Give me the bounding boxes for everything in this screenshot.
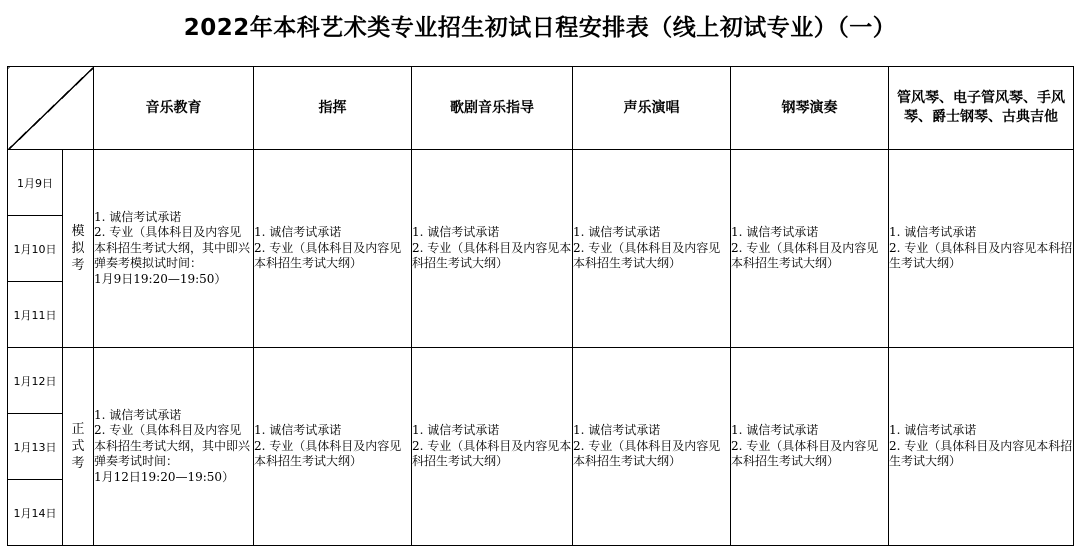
header-conducting: 指挥: [254, 67, 412, 150]
cell-conducting-formal: [254, 348, 412, 546]
content-line: 1. 诚信考试承诺: [573, 423, 661, 438]
content-line: 1. 诚信考试承诺: [731, 423, 819, 438]
table-row: [8, 150, 1074, 216]
phase-cell-formal: [63, 348, 94, 546]
content-line: 2. 专业（具体科目及内容见本科招生考试大纲）: [254, 240, 402, 271]
content-line: 1. 诚信考试承诺: [94, 209, 182, 224]
content-line: 2. 专业（具体科目及内容见本科招生考试大纲）: [731, 240, 879, 271]
phase-cell-mock: [63, 150, 94, 348]
cell-organ-etc-formal: [889, 348, 1074, 546]
content-line: 1. 诚信考试承诺: [254, 225, 342, 240]
content-line: 2. 专业（具体科目及内容见本科招生考试大纲）: [254, 438, 402, 469]
header-music-education: 音乐教育: [94, 67, 254, 150]
cell-piano-mock: [731, 150, 889, 348]
table-row: [8, 348, 1074, 414]
content-line: 2. 专业（具体科目及内容见本科招生考试大纲，其中即兴弹奏考试时间：: [94, 423, 251, 469]
header-vocal: 声乐演唱: [573, 67, 731, 150]
date-cell: 1月14日: [8, 480, 63, 546]
content-line: 2. 专业（具体科目及内容见本科招生考试大纲）: [573, 240, 721, 271]
header-piano: 钢琴演奏: [731, 67, 889, 150]
content-line: 1. 诚信考试承诺: [889, 423, 977, 438]
corner-cell: [8, 67, 94, 150]
page-title: 2022年本科艺术类专业招生初试日程安排表（线上初试专业）（一）: [183, 15, 897, 41]
content-line: 1月12日19:20—19:50）: [94, 469, 235, 484]
header-row: [8, 67, 1074, 150]
cell-vocal-mock: [573, 150, 731, 348]
content-line: 2. 专业（具体科目及内容见本科招生考试大纲）: [412, 240, 572, 271]
phase-label: 正式考: [71, 422, 85, 471]
date-cell: 1月10日: [8, 216, 63, 282]
content-line: 2. 专业（具体科目及内容见本科招生考试大纲）: [573, 438, 721, 469]
content-line: 1月9日19:20—19:50）: [94, 271, 227, 286]
header-opera-coaching: 歌剧音乐指导: [412, 67, 573, 150]
date-cell: 1月13日: [8, 414, 63, 480]
cell-music-education-mock: [94, 150, 254, 348]
cell-opera-coaching-mock: [412, 150, 573, 348]
content-line: 1. 诚信考试承诺: [412, 423, 500, 438]
cell-opera-coaching-formal: [412, 348, 573, 546]
content-line: 2. 专业（具体科目及内容见本科招生考试大纲）: [412, 438, 572, 469]
date-cell: 1月12日: [8, 348, 63, 414]
content-line: 1. 诚信考试承诺: [94, 407, 182, 422]
cell-conducting-mock: [254, 150, 412, 348]
content-line: 1. 诚信考试承诺: [731, 225, 819, 240]
header-organ-etc: 管风琴、电子管风琴、手风琴、爵士钢琴、古典吉他: [889, 67, 1074, 150]
content-line: 1. 诚信考试承诺: [889, 225, 977, 240]
date-cell: 1月9日: [8, 150, 63, 216]
content-line: 1. 诚信考试承诺: [254, 423, 342, 438]
cell-vocal-formal: [573, 348, 731, 546]
cell-music-education-formal: [94, 348, 254, 546]
content-line: 2. 专业（具体科目及内容见本科招生考试大纲）: [731, 438, 879, 469]
content-line: 1. 诚信考试承诺: [573, 225, 661, 240]
cell-organ-etc-mock: [889, 150, 1074, 348]
content-line: 2. 专业（具体科目及内容见本科招生考试大纲）: [889, 438, 1073, 469]
date-cell: 1月11日: [8, 282, 63, 348]
phase-label: 模拟考: [71, 224, 85, 273]
content-line: 2. 专业（具体科目及内容见本科招生考试大纲，其中即兴弹奏考模拟试时间：: [94, 225, 251, 271]
schedule-table: [7, 66, 1074, 546]
content-line: 2. 专业（具体科目及内容见本科招生考试大纲）: [889, 240, 1073, 271]
content-line: 1. 诚信考试承诺: [412, 225, 500, 240]
cell-piano-formal: [731, 348, 889, 546]
